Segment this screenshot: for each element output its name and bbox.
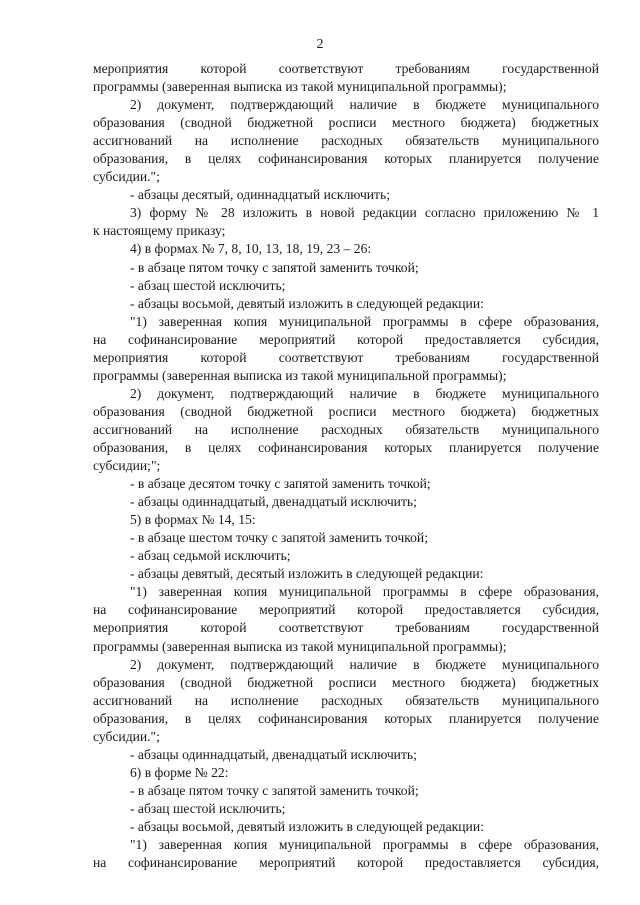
text-line: на софинансирование мероприятий которой предоставляется субсидия, [93,855,599,871]
text-line: программы (заверенная выписка из такой муниципальной программы); [93,367,507,383]
text-line: 3) форму № 28 изложить в новой редакции согласно приложению № 1 [130,205,599,221]
text-line: 4) в формах № 7, 8, 10, 13, 18, 19, 23 – 26: [130,241,372,257]
text-line: мероприятия которой соответствуют требованиям государственной [93,620,599,636]
text-line: мероприятия которой соответствуют требованиям государственной [93,349,599,365]
text-line: 2) документ, подтверждающий наличие в бюджете муниципального [130,656,599,672]
text-line: 2) документ, подтверждающий наличие в бюджете муниципального [130,385,599,401]
text-line: - абзацы восьмой, девятый изложить в следующей редакции: [130,295,484,311]
text-line: - абзацы десятый, одиннадцатый исключить; [130,187,390,203]
text-line: программы (заверенная выписка из такой муниципальной программы); [93,79,507,95]
text-line: программы (заверенная выписка из такой муниципальной программы); [93,638,507,654]
text-line: образования, в целях софинансирования которых планируется получение [93,439,599,455]
text-line: образования (сводной бюджетной росписи местного бюджета) бюджетных [93,403,599,419]
text-line: "1) заверенная копия муниципальной программы в сфере образования, [130,584,599,600]
text-line: - в абзаце пятом точку с запятой заменить точкой; [130,259,419,275]
text-line: ассигнований на исполнение расходных обязательств муниципального [93,133,599,149]
text-line: субсидии;"; [93,458,161,474]
text-line: - абзац седьмой исключить; [130,548,291,564]
page-number: 2 [316,37,324,52]
text-line: ассигнований на исполнение расходных обязательств муниципального [93,421,599,437]
text-line: ассигнований на исполнение расходных обязательств муниципального [93,692,599,708]
text-line: - в абзаце шестом точку с запятой заменить точкой; [130,530,428,546]
text-line: - абзацы одиннадцатый, двенадцатый исключить; [130,494,417,510]
document-body [93,60,599,872]
text-line: субсидии."; [93,728,160,744]
text-line: к настоящему приказу; [93,223,226,239]
text-line: "1) заверенная копия муниципальной программы в сфере образования, [130,313,599,329]
text-line: - абзац шестой исключить; [130,800,286,816]
text-line: - абзацы девятый, десятый изложить в следующей редакции: [130,566,484,582]
text-line: мероприятия которой соответствуют требованиям государственной [93,61,599,76]
text-line: - абзац шестой исключить; [130,277,286,293]
text-line: образования (сводной бюджетной росписи местного бюджета) бюджетных [93,115,599,131]
text-line: - в абзаце пятом точку с запятой заменить точкой; [130,782,419,798]
text-line: - в абзаце десятом точку с запятой заменить точкой; [130,476,431,492]
text-line: "1) заверенная копия муниципальной программы в сфере образования, [130,837,599,853]
text-line: субсидии."; [93,169,160,185]
text-line: образования, в целях софинансирования которых планируется получение [93,151,599,167]
text-line: 5) в формах № 14, 15: [130,512,256,528]
text-line: 2) документ, подтверждающий наличие в бюджете муниципального [130,97,599,113]
text-line: образования, в целях софинансирования которых планируется получение [93,710,599,726]
text-line: 6) в форме № 22: [130,764,229,780]
text-line: на софинансирование мероприятий которой предоставляется субсидия, [93,602,599,618]
text-line: - абзацы одиннадцатый, двенадцатый исключить; [130,746,417,762]
text-line: на софинансирование мероприятий которой предоставляется субсидия, [93,331,599,347]
text-line: образования (сводной бюджетной росписи местного бюджета) бюджетных [93,674,599,690]
text-line: - абзацы восьмой, девятый изложить в следующей редакции: [130,818,484,834]
